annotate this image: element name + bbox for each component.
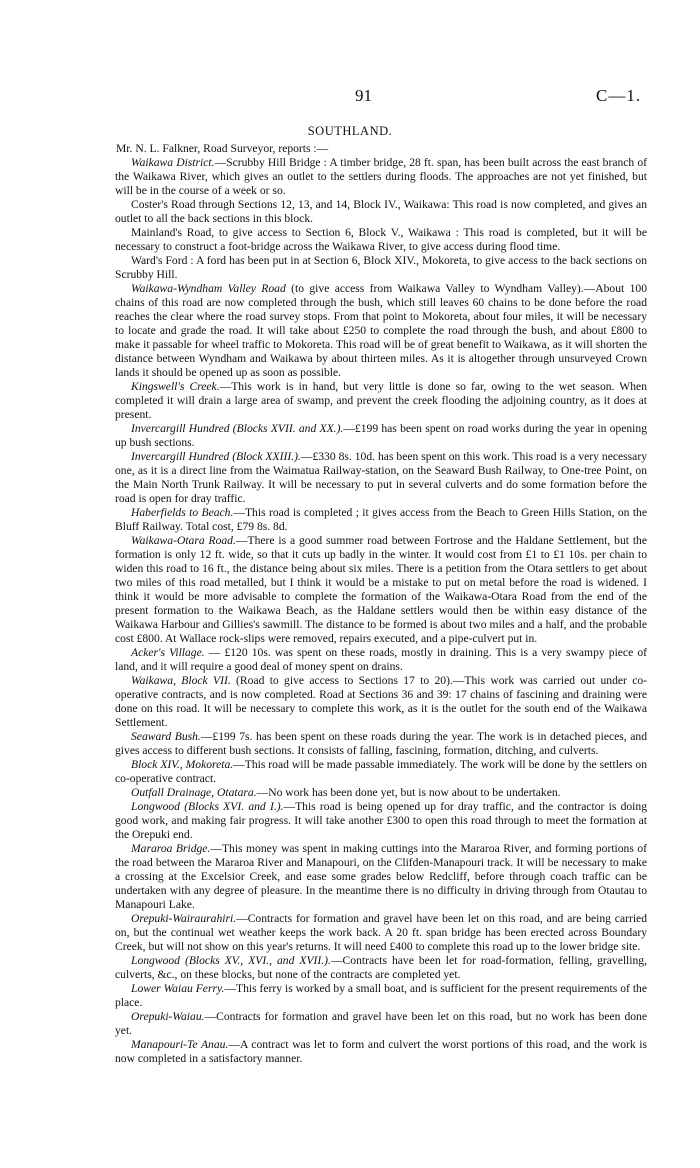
paragraph-text: —Contracts for formation and gravel have been let on this road, and are being carried on, but the continual wet weather keeps the work back. A 20 ft. span bridge has been erected across Boundary Creek, but will not show on this year's returns. It will need £400 to complete this road up to the lower bridge site. bbox=[115, 912, 647, 953]
paragraph-lead: Invercargill Hundred (Block XXIII.). bbox=[131, 450, 301, 463]
paragraph bbox=[115, 1038, 647, 1066]
paragraph-text: —This road will be made passable immediately. The work will be done by the settlers on co-operative contract. bbox=[115, 758, 647, 785]
paragraph-text: —Contracts for formation and gravel have been let on this road, but no work has been done yet. bbox=[115, 1010, 647, 1037]
paragraph-text: —£330 8s. 10d. has been spent on this work. This road is a very necessary one, as it is a direct line from the Waimatua Railway-station, on the Seaward Bush Railway, to One-tree Point, on the Main North Trunk Railway. It will be necessary to put in several culverts and do some formation before the road is open for dray traffic. bbox=[115, 450, 647, 505]
paragraph-text: —This road is being opened up for dray traffic, and the contractor is doing good work, and making fair progress. It will take another £300 to open this road through to meet the formation at the Orepuki end. bbox=[115, 800, 647, 841]
paragraph-text: —This work is in hand, but very little is done so far, owing to the wet season. When completed it will drain a large area of swamp, and prevent the creek flooding the adjoining country, as it does at present. bbox=[115, 380, 647, 421]
paragraph-lead: Acker's Village. bbox=[131, 646, 205, 659]
paragraph-text: —£199 7s. has been spent on these roads during the year. The work is in detached pieces, and gives access to different bush sections. It consists of falling, fascining, formation, ditching, and culverts. bbox=[115, 730, 647, 757]
paragraph-lead: Longwood (Blocks XVI. and I.). bbox=[131, 800, 284, 813]
paragraph bbox=[115, 282, 647, 380]
paragraph bbox=[115, 912, 647, 954]
paragraph-text: —This road is completed ; it gives access from the Beach to Green Hills Station, on the Bluff Railway. Total cost, £79 8s. 8d. bbox=[115, 506, 647, 533]
paragraph bbox=[115, 380, 647, 422]
paragraph-lead: Kingswell's Creek. bbox=[131, 380, 220, 393]
paragraph-text: Coster's Road through Sections 12, 13, and 14, Block IV., Waikawa: This road is now completed, and gives an outlet to all the back sections in this block. bbox=[115, 198, 647, 225]
paragraph-text: —£199 has been spent on road works during the year in opening up bush sections. bbox=[115, 422, 647, 449]
page-number: 91 bbox=[355, 86, 372, 105]
paragraph bbox=[115, 534, 647, 646]
paragraph-text: —There is a good summer road between Fortrose and the Haldane Settlement, but the formation is only 12 ft. wide, so that it cuts up badly in the winter. It would cost from £1 to £1 10s. per chain to widen this road to 16 ft., the distance being about six miles. There is a petition from the Otara settlers to get about two miles of this road metalled, but I think it would be a mistake to put on metal before the road is widened. I think it would be more advisable to complete the formation of the Waikawa-Otara Road from the end of the present formation to the Waikawa Beach, as the Haldane settlers would then be within easy distance of the Waikawa Harbour and Gillies's sawmill. The distance to be formed is about two miles and a half, and the probable cost £800. At Wallace rock-slips were removed, repairs executed, and a pipe-culvert put in. bbox=[115, 534, 647, 645]
paragraph-lead: Waikawa-Otara Road. bbox=[131, 534, 236, 547]
paragraph bbox=[115, 422, 647, 450]
paragraph bbox=[115, 506, 647, 534]
paragraph-text: Mainland's Road, to give access to Section 6, Block V., Waikawa : This road is completed, but it will be necessary to construct a foot-bridge across the Waikawa River, to give access during flood time. bbox=[115, 226, 647, 253]
paragraph-text: — £120 10s. was spent on these roads, mostly in draining. This is a very swampy piece of land, and it will require a good deal of money spent on drains. bbox=[115, 646, 647, 673]
paragraph-lead: Invercargill Hundred (Blocks XVII. and XX.). bbox=[131, 422, 344, 435]
paragraph-text: —No work has been done yet, but is now about to be undertaken. bbox=[256, 786, 561, 799]
paragraph bbox=[115, 982, 647, 1010]
paragraph bbox=[115, 758, 647, 786]
paragraph-lead: Haberfields to Beach. bbox=[131, 506, 234, 519]
page-reference: C—1. bbox=[596, 86, 642, 105]
paragraph-text: Ward's Ford : A ford has been put in at Section 6, Block XIV., Mokoreta, to give access to the back sections on Scrubby Hill. bbox=[115, 254, 647, 281]
paragraph-text: (to give access from Waikawa Valley to Wyndham Valley).—About 100 chains of this road are now completed through the bush, which still leaves 60 chains to be done before the road reaches the clear where the road survey stops. From that point to Mokoreta, about four miles, it will be necessary to locate and grade the road. It will take about £250 to complete the road through the bush, and about £800 to make it passable for wheel traffic to Mokoreta. This road will be of great benefit to Waikawa, as it will shorten the distance between Wyndham and Waikawa by about thirteen miles. As it is altogether through unsurveyed Crown lands it should be opened up as soon as possible. bbox=[115, 282, 647, 379]
paragraph-lead: Waikawa District. bbox=[131, 156, 215, 169]
paragraph-text: —A contract was let to form and culvert the worst portions of this road, and the work is now completed in a satisfactory manner. bbox=[115, 1038, 648, 1065]
paragraph-text: —This ferry is worked by a small boat, and is sufficient for the present requirements of the place. bbox=[115, 982, 647, 1009]
paragraph bbox=[115, 674, 647, 730]
section-title: SOUTHLAND. bbox=[307, 124, 393, 138]
paragraph bbox=[115, 226, 647, 254]
report-body bbox=[115, 142, 647, 1066]
paragraph-lead: Outfall Drainage, Otatara. bbox=[131, 786, 257, 799]
paragraph bbox=[115, 646, 647, 674]
paragraph bbox=[115, 198, 647, 226]
paragraph bbox=[115, 800, 647, 842]
paragraph bbox=[115, 842, 647, 912]
intro-line: Mr. N. L. Falkner, Road Surveyor, reports :— bbox=[116, 142, 329, 155]
paragraph bbox=[115, 254, 647, 282]
paragraph bbox=[115, 954, 647, 982]
paragraph bbox=[115, 450, 647, 506]
paragraph-lead: Waikawa-Wyndham Valley Road bbox=[131, 282, 286, 295]
paragraph-text: —Scrubby Hill Bridge : A timber bridge, 28 ft. span, has been built across the east branch of the Waikawa River, which gives an outlet to the settlers during floods. The approaches are not yet finished, but will be in the course of a week or so. bbox=[115, 156, 647, 197]
paragraph-lead: Waikawa, Block VII. bbox=[131, 674, 231, 687]
paragraph-lead: Manapouri-Te Anau. bbox=[131, 1038, 229, 1051]
paragraph-text: —This money was spent in making cuttings into the Mararoa River, and forming portions of the road between the Mararoa River and Manapouri, on the Clifden-Manapouri track. It will be necessary to make a crossing at the Excelsior Creek, and ease some grades below Redcliff, before through coach traffic can be undertaken with any degree of pleasure. In the meantime there is no difficulty in driving through from Otautau to Manapouri Lake. bbox=[115, 842, 647, 911]
paragraph-lead: Block XIV., Mokoreta. bbox=[131, 758, 234, 771]
paragraph-text: —Contracts have been let for road-formation, felling, gravelling, culverts, &c., on these blocks, but none of the contracts are completed yet. bbox=[115, 954, 647, 981]
paragraph-lead: Longwood (Blocks XV., XVI., and XVII.). bbox=[131, 954, 331, 967]
paragraph-lead: Seaward Bush. bbox=[131, 730, 201, 743]
paragraph-lead: Orepuki-Waiau. bbox=[131, 1010, 205, 1023]
paragraph-text: (Road to give access to Sections 17 to 20).—This work was carried out under co-operative contracts, and is now completed. Road at Sections 36 and 39: 17 chains of fascining and draining were done on this road. It will be necessary to complete this work, as it is the outlet for the south end of the Waikawa Settlement. bbox=[115, 674, 648, 729]
paragraph bbox=[115, 156, 647, 198]
paragraph bbox=[115, 1010, 647, 1038]
paragraph bbox=[115, 730, 647, 758]
paragraph-lead: Mararoa Bridge. bbox=[131, 842, 211, 855]
paragraph bbox=[115, 786, 647, 800]
paragraph-lead: Lower Waiau Ferry. bbox=[131, 982, 225, 995]
paragraph-lead: Orepuki-Wairaurahiri. bbox=[131, 912, 237, 925]
